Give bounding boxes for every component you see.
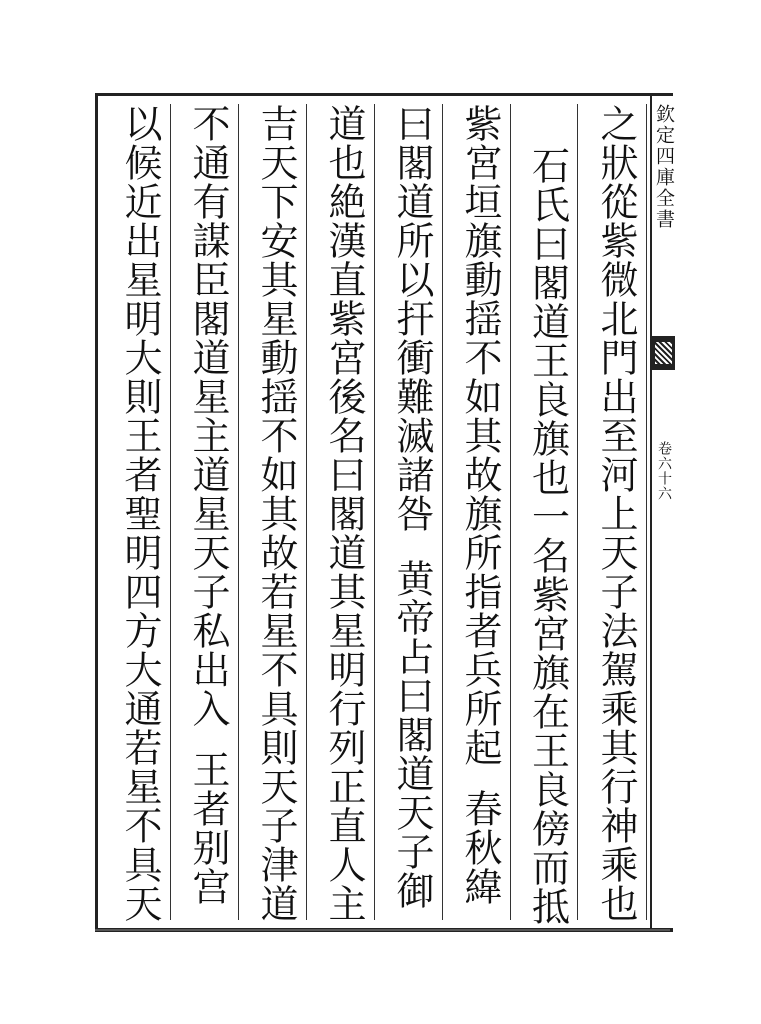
text-segment: 曰閣道所以扞衝難滅諸咎 [390, 104, 434, 533]
text-column-8 [110, 104, 171, 923]
text-column-2 [518, 104, 578, 926]
text-column-7 [178, 104, 239, 920]
text-segment: 王者别宫 [186, 750, 230, 906]
text-column-1 [586, 104, 647, 923]
text-segment: 石氏曰閣道王良旗也一名紫宮旗在王良傍而抵 [525, 146, 570, 926]
text-segment: 道也絶漢直紫宮後名曰閣道其星明行列正直人主 [322, 104, 366, 923]
text-segment: 之狀從紫微北門出至河上天子法駕乘其行神乘也 [594, 104, 638, 923]
volume-number: 卷六十六 [656, 441, 672, 501]
book-page [95, 93, 673, 932]
text-column-4 [382, 104, 443, 920]
text-segment: 不通有謀臣閣道星主道星天子私出入 [186, 104, 230, 728]
text-column-6 [246, 104, 307, 923]
text-segment: 黄帝占曰閣道天子御 [390, 559, 434, 910]
text-column-3 [450, 104, 511, 920]
text-segment: 吉天下安其星動揺不如其故若星不具則天子津道 [254, 104, 298, 923]
page-bottom-edge [95, 929, 670, 931]
book-title: 欽定四庫全書 [653, 104, 675, 230]
text-column-5 [314, 104, 375, 923]
text-segment: 以候近出星明大則王者聖明四方大通若星不具天 [118, 104, 162, 923]
text-segment: 紫宮垣旗動揺不如其故旗所指者兵所起 [458, 104, 502, 767]
fishtail-ornament-icon [652, 336, 675, 370]
page-margin-column [650, 96, 675, 928]
text-segment: 春秋緯 [458, 789, 502, 906]
